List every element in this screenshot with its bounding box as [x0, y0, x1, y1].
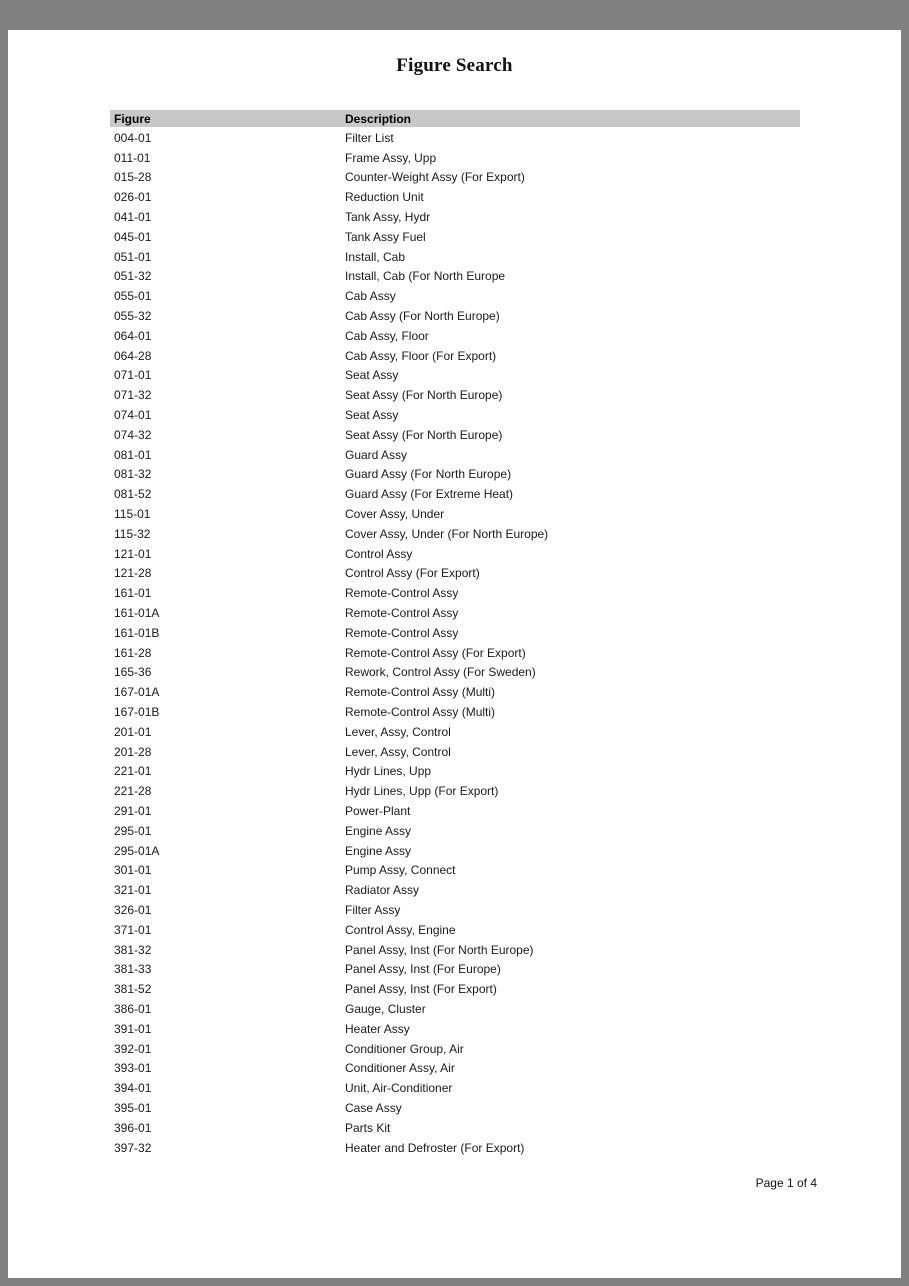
- table-row[interactable]: [110, 920, 800, 940]
- description-cell: Install, Cab: [345, 249, 406, 264]
- table-row[interactable]: [110, 959, 800, 979]
- table-row[interactable]: [110, 405, 800, 425]
- description-cell: Seat Assy: [345, 368, 399, 383]
- figure-cell: 011-01: [114, 150, 151, 165]
- table-row[interactable]: [110, 979, 800, 999]
- table-row[interactable]: [110, 524, 800, 544]
- figure-cell: 393-01: [114, 1061, 152, 1076]
- table-row[interactable]: [110, 207, 800, 227]
- figure-cell: 381-32: [114, 942, 152, 957]
- description-cell: Gauge, Cluster: [345, 1001, 426, 1016]
- figure-cell: 041-01: [114, 210, 152, 225]
- table-row[interactable]: [110, 128, 800, 148]
- description-cell: Guard Assy (For North Europe): [345, 467, 512, 482]
- description-cell: Conditioner Assy, Air: [345, 1061, 455, 1076]
- table-row[interactable]: [110, 841, 800, 861]
- description-cell: Case Assy: [345, 1100, 402, 1115]
- figure-cell: 167-01B: [114, 705, 160, 719]
- description-cell: Tank Assy Fuel: [345, 229, 426, 244]
- table-row[interactable]: [110, 1058, 800, 1078]
- table-row[interactable]: [110, 860, 800, 880]
- table-row[interactable]: [110, 366, 800, 386]
- figure-cell: 386-01: [114, 1001, 152, 1016]
- description-cell: Parts Kit: [345, 1120, 391, 1135]
- figure-cell: 161-28: [114, 645, 152, 660]
- page-title: Figure Search: [396, 55, 513, 76]
- description-cell: Remote-Control Assy: [345, 606, 459, 621]
- description-cell: Filter Assy: [345, 902, 401, 917]
- table-row[interactable]: [110, 702, 800, 722]
- table-row[interactable]: [110, 999, 800, 1019]
- table-row[interactable]: [110, 445, 800, 465]
- table-row[interactable]: [110, 267, 800, 287]
- table-row[interactable]: [110, 306, 800, 326]
- table-row[interactable]: [110, 801, 800, 821]
- table-row[interactable]: [110, 880, 800, 900]
- table-row[interactable]: [110, 465, 800, 485]
- description-cell: Seat Assy: [345, 408, 399, 423]
- figure-cell: 071-01: [114, 368, 152, 383]
- description-cell: Panel Assy, Inst (For Europe): [345, 962, 501, 977]
- table-row[interactable]: [110, 682, 800, 702]
- table-row[interactable]: [110, 603, 800, 623]
- figure-cell: 161-01B: [114, 625, 160, 640]
- description-cell: Radiator Assy: [345, 883, 420, 898]
- table-row[interactable]: [110, 663, 800, 683]
- figure-cell: 074-01: [114, 408, 152, 423]
- description-cell: Remote-Control Assy (Multi): [345, 705, 496, 719]
- figure-cell: 051-01: [114, 249, 152, 264]
- figure-cell: 074-32: [114, 427, 152, 442]
- figure-cell: 161-01A: [114, 606, 160, 621]
- description-cell: Counter-Weight Assy (For Export): [345, 170, 525, 185]
- description-cell: Seat Assy (For North Europe): [345, 388, 503, 403]
- table-row[interactable]: [110, 504, 800, 524]
- figure-cell: 167-01A: [114, 685, 160, 700]
- description-cell: Cab Assy (For North Europe): [345, 309, 500, 324]
- table-row[interactable]: [110, 1039, 800, 1059]
- figure-cell: 004-01: [114, 130, 152, 145]
- table-row[interactable]: [110, 544, 800, 564]
- description-cell: Lever, Assy, Control: [345, 744, 451, 759]
- table-row[interactable]: [110, 762, 800, 782]
- description-cell: Engine Assy: [345, 843, 412, 858]
- column-header-description: Description: [345, 111, 412, 126]
- description-cell: Remote-Control Assy: [345, 586, 459, 601]
- figure-cell: 064-28: [114, 348, 152, 363]
- table-row[interactable]: [110, 326, 800, 346]
- description-cell: Rework, Control Assy (For Sweden): [345, 665, 536, 680]
- figure-cell: 295-01A: [114, 843, 160, 858]
- figure-cell: 121-01: [114, 546, 152, 561]
- description-cell: Cover Assy, Under: [345, 507, 445, 522]
- table-row[interactable]: [110, 940, 800, 960]
- description-cell: Tank Assy, Hydr: [345, 210, 431, 225]
- description-cell: Panel Assy, Inst (For Export): [345, 982, 497, 997]
- description-cell: Pump Assy, Connect: [345, 863, 456, 878]
- description-cell: Remote-Control Assy (Multi): [345, 685, 496, 700]
- figure-cell: 326-01: [114, 902, 152, 917]
- description-cell: Heater Assy: [345, 1021, 410, 1036]
- figure-cell: 394-01: [114, 1081, 152, 1096]
- description-cell: Reduction Unit: [345, 190, 424, 205]
- table-row[interactable]: [110, 623, 800, 643]
- table-row[interactable]: [110, 187, 800, 207]
- figure-cell: 121-28: [114, 566, 152, 581]
- figure-cell: 392-01: [114, 1041, 152, 1056]
- figure-table: [110, 110, 800, 1157]
- table-row[interactable]: [110, 564, 800, 584]
- figure-cell: 165-36: [114, 665, 152, 680]
- figure-cell: 026-01: [114, 190, 152, 205]
- table-row[interactable]: [110, 148, 800, 168]
- table-row[interactable]: [110, 286, 800, 306]
- column-header-figure: Figure: [114, 111, 151, 126]
- description-cell: Seat Assy (For North Europe): [345, 427, 503, 442]
- figure-cell: 221-28: [114, 784, 152, 799]
- description-cell: Guard Assy (For Extreme Heat): [345, 487, 514, 502]
- description-cell: Control Assy: [345, 546, 413, 561]
- table-row[interactable]: [110, 227, 800, 247]
- figure-cell: 115-32: [114, 526, 151, 541]
- figure-cell: 051-32: [114, 269, 152, 284]
- figure-table-body: [110, 128, 800, 1157]
- table-row[interactable]: [110, 1019, 800, 1039]
- figure-cell: 291-01: [114, 803, 152, 818]
- description-cell: Cover Assy, Under (For North Europe): [345, 526, 549, 541]
- figure-cell: 371-01: [114, 922, 152, 937]
- table-row[interactable]: [110, 1138, 800, 1158]
- table-row[interactable]: [110, 583, 800, 603]
- figure-cell: 055-01: [114, 289, 152, 304]
- description-cell: Cab Assy, Floor (For Export): [345, 348, 497, 363]
- figure-cell: 321-01: [114, 883, 152, 898]
- figure-cell: 295-01: [114, 823, 152, 838]
- table-row[interactable]: [110, 781, 800, 801]
- description-cell: Lever, Assy, Control: [345, 724, 451, 739]
- description-cell: Heater and Defroster (For Export): [345, 1140, 525, 1155]
- figure-cell: 396-01: [114, 1120, 152, 1135]
- table-row[interactable]: [110, 484, 800, 504]
- description-cell: Engine Assy: [345, 823, 412, 838]
- figure-cell: 201-01: [114, 724, 152, 739]
- figure-cell: 055-32: [114, 309, 152, 324]
- table-row[interactable]: [110, 1078, 800, 1098]
- description-cell: Conditioner Group, Air: [345, 1041, 464, 1056]
- table-row[interactable]: [110, 722, 800, 742]
- page-number: Page 1 of 4: [755, 1176, 817, 1190]
- description-cell: Panel Assy, Inst (For North Europe): [345, 942, 534, 957]
- description-cell: Control Assy, Engine: [345, 922, 456, 937]
- figure-cell: 301-01: [114, 863, 152, 878]
- figure-cell: 081-01: [114, 447, 152, 462]
- description-cell: Filter List: [345, 130, 394, 145]
- description-cell: Power-Plant: [345, 803, 411, 818]
- description-cell: Hydr Lines, Upp (For Export): [345, 784, 499, 799]
- description-cell: Cab Assy: [345, 289, 396, 304]
- table-row[interactable]: [110, 425, 800, 445]
- figure-cell: 391-01: [114, 1021, 152, 1036]
- table-row[interactable]: [110, 385, 800, 405]
- figure-cell: 071-32: [114, 388, 152, 403]
- figure-cell: 381-33: [114, 962, 152, 977]
- description-cell: Control Assy (For Export): [345, 566, 480, 581]
- document-page: [8, 30, 901, 1278]
- description-cell: Guard Assy: [345, 447, 408, 462]
- figure-cell: 081-52: [114, 487, 152, 502]
- figure-cell: 381-52: [114, 982, 152, 997]
- description-cell: Install, Cab (For North Europe: [345, 269, 506, 284]
- figure-cell: 395-01: [114, 1100, 152, 1115]
- table-row[interactable]: [110, 346, 800, 366]
- table-row[interactable]: [110, 900, 800, 920]
- table-header: [110, 110, 800, 127]
- figure-cell: 221-01: [114, 764, 152, 779]
- figure-cell: 397-32: [114, 1140, 152, 1155]
- description-cell: Cab Assy, Floor: [345, 328, 429, 343]
- figure-cell: 161-01: [114, 586, 152, 601]
- description-cell: Unit, Air-Conditioner: [345, 1081, 453, 1096]
- description-cell: Hydr Lines, Upp: [345, 764, 432, 779]
- description-cell: Remote-Control Assy: [345, 625, 459, 640]
- figure-cell: 115-01: [114, 507, 151, 522]
- table-row[interactable]: [110, 1118, 800, 1138]
- table-row[interactable]: [110, 742, 800, 762]
- figure-cell: 045-01: [114, 229, 152, 244]
- table-row[interactable]: [110, 643, 800, 663]
- table-row[interactable]: [110, 1098, 800, 1118]
- figure-cell: 201-28: [114, 744, 152, 759]
- description-cell: Frame Assy, Upp: [345, 150, 437, 165]
- table-row[interactable]: [110, 247, 800, 267]
- description-cell: Remote-Control Assy (For Export): [345, 645, 526, 660]
- figure-cell: 015-28: [114, 170, 152, 185]
- figure-cell: 064-01: [114, 328, 152, 343]
- table-row[interactable]: [110, 168, 800, 188]
- table-row[interactable]: [110, 821, 800, 841]
- figure-cell: 081-32: [114, 467, 152, 482]
